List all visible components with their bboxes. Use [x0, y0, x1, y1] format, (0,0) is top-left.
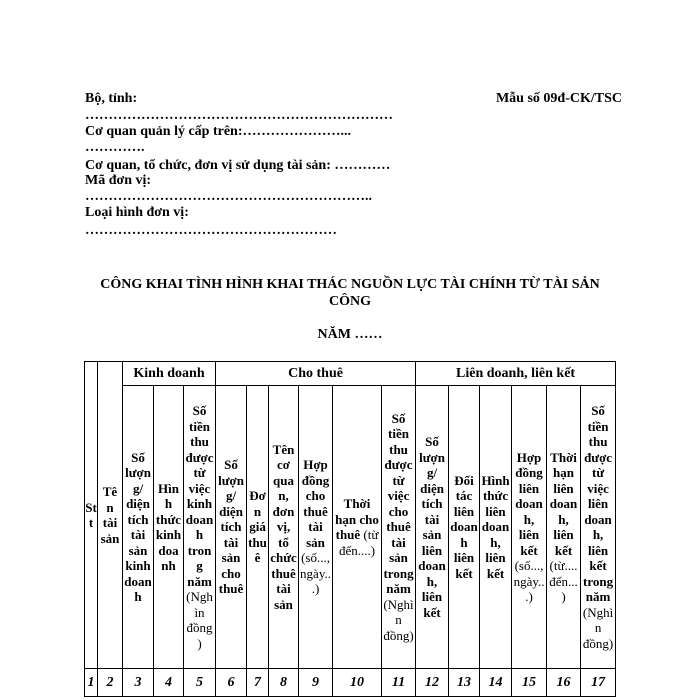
- col-header-unit-note: (Nghìn đồng): [383, 596, 414, 643]
- column-number: 13: [449, 669, 480, 697]
- document-title: CÔNG KHAI TÌNH HÌNH KHAI THÁC NGUỒN LỰC TÀI CHÍNH TỪ TÀI SẢN CÔNG: [100, 277, 600, 309]
- col-header-lease-revenue: [382, 386, 416, 669]
- col-header-label: Thời hạn liên doanh, liên kết: [549, 449, 578, 558]
- column-number: 10: [333, 669, 382, 697]
- column-number: 14: [480, 669, 512, 697]
- col-header-unit-note: (Nghìn đồng): [186, 589, 213, 651]
- superior-agency-dots: ………….: [85, 140, 145, 155]
- unit-code-label: Mã đơn vị:: [85, 173, 152, 188]
- col-header-label: Hợp đồng liên doanh, liên kết: [515, 449, 543, 558]
- col-header-label: Hình thức kinh doanh: [155, 480, 182, 573]
- column-number: 9: [299, 669, 333, 697]
- col-header-label: Số tiền thu được từ việc kinh doanh trong năm: [185, 403, 214, 589]
- col-header-label: Đối tác liên doanh liên kết: [450, 472, 478, 581]
- column-number: 12: [416, 669, 449, 697]
- column-number: 6: [216, 669, 247, 697]
- column-number: 7: [247, 669, 269, 697]
- col-header-jv-partner: [449, 386, 480, 669]
- col-header-label: Thời hạn cho thuê: [335, 496, 379, 542]
- table-group-header-row: [85, 362, 616, 386]
- column-number: 3: [123, 669, 154, 697]
- asset-disclosure-table: [84, 361, 616, 697]
- column-number-row: [85, 669, 616, 697]
- table-subheader-row: [85, 386, 616, 669]
- form-code: Mẫu số 09đ-CK/TSC: [495, 91, 622, 106]
- column-number: 5: [184, 669, 216, 697]
- col-header-label: Hợp đồng cho thuê tài sản: [301, 457, 330, 550]
- col-header-lease-term: [333, 386, 382, 669]
- col-header-unit-note: (số..., ngày...): [513, 558, 545, 604]
- column-number: 17: [581, 669, 616, 697]
- col-header-jv-form: [480, 386, 512, 669]
- col-header-label: Số tiền thu được từ việc cho thuê tài sản trong năm: [383, 410, 414, 597]
- col-header-business-quantity: [123, 386, 154, 669]
- col-header-business-revenue: [184, 386, 216, 669]
- col-header-jv-contract: [512, 386, 547, 669]
- document-year: NĂM ……: [317, 327, 383, 342]
- col-header-jv-quantity: [416, 386, 449, 669]
- col-header-jv-revenue: [581, 386, 616, 669]
- col-header-unit-note: (từ đến....): [338, 527, 379, 558]
- column-number: 4: [154, 669, 184, 697]
- col-header-label: Số lượng/ diện tích tài sản liên doanh, liên kết: [418, 434, 446, 620]
- group-header-joint-venture: Liên doanh, liên kết: [416, 362, 616, 386]
- col-header-label: Số lượng/ diện tích tài sản cho thuê: [218, 457, 244, 597]
- column-number: 1: [85, 669, 98, 697]
- col-header-lease-quantity: [216, 386, 247, 669]
- col-header-unit-note: (từ.... đến...): [549, 558, 578, 604]
- col-header-unit-note: (số..., ngày...): [300, 550, 331, 597]
- col-header-label: Tên cơ quan, đơn vị, tổ chức thuê tài sản: [270, 441, 297, 612]
- unit-code-dots: ……………………………………………………..: [85, 189, 372, 204]
- col-header-lease-unit-price: [247, 386, 269, 669]
- col-header-jv-term: [547, 386, 581, 669]
- unit-type-label: Loại hình đơn vị:: [85, 205, 189, 220]
- col-header-asset-name: Tên tài sản: [98, 362, 123, 669]
- column-number: 8: [269, 669, 299, 697]
- group-header-business: Kinh doanh: [123, 362, 216, 386]
- group-header-lease: Cho thuê: [216, 362, 416, 386]
- unit-line: Cơ quan, tổ chức, đơn vị sử dụng tài sản: …………: [85, 158, 391, 173]
- col-header-lease-contract: [299, 386, 333, 669]
- unit-type-dots: ………………………………………………: [85, 223, 337, 238]
- col-header-unit-note: (Nghìn đồng): [582, 604, 614, 651]
- column-number: 15: [512, 669, 547, 697]
- column-number: 2: [98, 669, 123, 697]
- column-number: 11: [382, 669, 416, 697]
- column-number: 16: [547, 669, 581, 697]
- col-header-label: Số lượng/ diện tích tài sản kinh doanh: [124, 449, 152, 604]
- col-header-label: Hình thức liên doanh, liên kết: [481, 472, 510, 581]
- col-header-stt: Stt: [85, 362, 98, 669]
- col-header-business-form: [154, 386, 184, 669]
- ministry-label: Bộ, tỉnh:: [85, 91, 138, 106]
- col-header-label: Số tiền thu được từ việc liên doanh, liên kết trong năm: [583, 403, 614, 604]
- ministry-dots: …………………………………………………………: [85, 108, 393, 123]
- col-header-label: Đơn giá thuê: [248, 488, 267, 566]
- col-header-lessee-name: [269, 386, 299, 669]
- superior-agency-line: Cơ quan quản lý cấp trên:…………………...: [85, 124, 352, 139]
